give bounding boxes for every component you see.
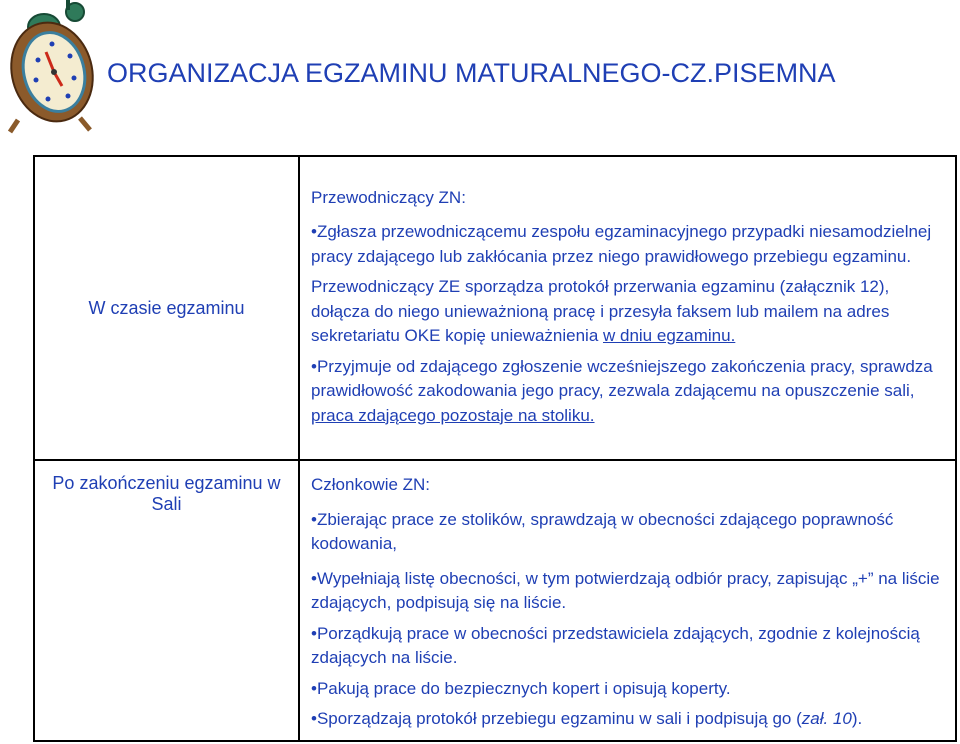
row-label: Po zakończeniu egzaminu w Sali: [34, 460, 299, 741]
procedure-table: [33, 155, 957, 742]
list-item: [311, 707, 947, 732]
paragraph: [311, 275, 947, 349]
list-item-text: ).: [851, 709, 863, 728]
paragraph-text: Przewodniczący ZE sporządza protokół przerwania egzaminu (załącznik 12), dołącza do niego unieważnioną pracę i przesyła faksem lub mailem na adres sekretariatu OKE kopię unieważnienia: [311, 277, 890, 346]
italic-text: zał. 10: [801, 709, 852, 728]
section-heading: Członkowie ZN:: [311, 475, 431, 494]
page-title: ORGANIZACJA EGZAMINU MATURALNEGO-CZ.PISEMNA: [107, 58, 836, 88]
list-item: •Porządkują prace w obecności przedstawiciela zdających, zgodnie z kolejnością zdających na liście.: [311, 623, 920, 667]
paragraph: [311, 355, 947, 429]
row-label: W czasie egzaminu: [34, 156, 299, 460]
row-content: [299, 460, 956, 741]
list-item: •Pakują prace do bezpiecznych kopert i opisują koperty.: [311, 678, 731, 698]
list-item: •Zbierając prace ze stolików, sprawdzają w obecności zdającego poprawność kodowania,: [311, 509, 894, 553]
table-row: [34, 156, 956, 460]
paragraph: •Zgłasza przewodniczącemu zespołu egzaminacyjnego przypadki niesamodzielnej pracy zdającego lub zakłócania przez niego prawidłowego przebiegu egzaminu.: [311, 222, 932, 266]
alarm-clock-icon: [0, 0, 100, 135]
underlined-text: w dniu egzaminu.: [603, 326, 736, 346]
paragraph-text: •Przyjmuje od zdającego zgłoszenie wcześniejszego zakończenia pracy, sprawdza prawidłowość zakodowania jego pracy, zezwala zdającemu na opuszczenie sali,: [311, 356, 933, 401]
row-content: [299, 156, 956, 460]
table-row: [34, 460, 956, 741]
list-item: •Wypełniają listę obecności, w tym potwierdzają odbiór pracy, zapisując „+” na liście zdających, podpisują się na liście.: [311, 568, 940, 612]
section-heading: Przewodniczący ZN:: [311, 187, 466, 207]
underlined-text: praca zdającego pozostaje na stoliku.: [311, 405, 595, 425]
list-item-text: •Sporządzają protokół przebiegu egzaminu w sali i podpisują go (: [311, 709, 802, 728]
